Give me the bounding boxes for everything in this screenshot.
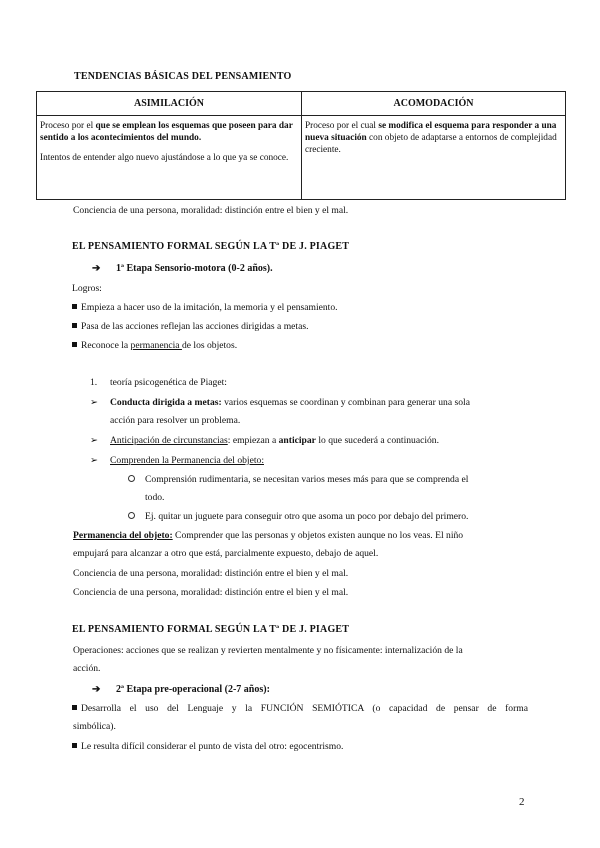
numbered-item-1: 1. teoría psicogenética de Piaget: [90,377,227,388]
conducta-line2: acción para resolver un problema. [110,415,241,426]
operaciones-line1: Operaciones: acciones que se realizan y revierten mentalmente y no físicamente: internalización de la [73,645,463,656]
conciencia-line-0: Conciencia de una persona, moralidad: distinción entre el bien y el mal. [73,205,349,216]
sub-item-2: Ej. quitar un juguete para conseguir otro que asoma un poco por debajo del primero. [128,511,468,523]
tendencias-table [36,91,566,200]
stage-2: ➔ 2ª Etapa pre-operacional (2-7 años): [92,684,270,695]
conciencia-line-2: Conciencia de una persona, moralidad: distinción entre el bien y el mal. [73,587,349,598]
cell-asimilacion [37,116,302,200]
circle-bullet-icon [128,475,135,482]
arrow-icon: ➔ [92,684,101,695]
header-asimilacion: ASIMILACIÓN [37,92,302,116]
section-title-tendencias: TENDENCIAS BÁSICAS DEL PENSAMIENTO [74,71,292,82]
preop-bullet-1: Desarrolla el uso del Lenguaje y la FUNCIÓN SEMIÓTICA (o capacidad de pensar de forma [72,703,528,715]
logro-item: Empieza a hacer uso de la imitación, la memoria y el pensamiento. [72,302,338,314]
preop-bullet-2: Le resulta difícil considerar el punto de vista del otro: egocentrismo. [72,741,343,753]
header-acomodacion: ACOMODACIÓN [302,92,566,116]
asimilacion-p1: Proceso por el que se emplean los esquemas que poseen para dar sentido a los acontecimientos del mundo. [40,121,293,143]
acomodacion-p1: Proceso por el cual se modifica el esquema para responder a una nueva situación con objeto de adaptarse a entornos de complejidad creciente. [305,121,557,155]
comprenden-item: ➢ Comprenden la Permanencia del objeto: [90,455,264,466]
square-bullet-icon [72,705,77,710]
preop-bullet-1-line2: simbólica). [73,721,116,732]
section-title-piaget-1: EL PENSAMIENTO FORMAL SEGÚN LA Tª DE J. PIAGET [72,241,350,252]
list-number: 1. [90,377,98,388]
permanencia-line2: empujará para alcanzar a otro que está, parcialmente expuesto, debajo de aquel. [73,548,379,559]
sub-item-1-line2: todo. [145,492,165,503]
square-bullet-icon [72,304,77,309]
section-title-piaget-2: EL PENSAMIENTO FORMAL SEGÚN LA Tª DE J. PIAGET [72,624,350,635]
square-bullet-icon [72,342,77,347]
chevron-bullet-icon: ➢ [90,455,99,466]
stage-1: ➔ 1ª Etapa Sensorio-motora (0-2 años). [92,263,273,274]
square-bullet-icon [72,743,77,748]
operaciones-line2: acción. [73,663,101,674]
logro-item: Pasa de las acciones reflejan las acciones dirigidas a metas. [72,321,309,333]
asimilacion-p2: Intentos de entender algo nuevo ajustándose a lo que ya se conoce. [40,153,289,163]
chevron-bullet-icon: ➢ [90,397,99,408]
cell-acomodacion [302,116,566,200]
sub-item-1: Comprensión rudimentaria, se necesitan varios meses más para que se comprenda el [128,474,468,486]
conciencia-line-1: Conciencia de una persona, moralidad: distinción entre el bien y el mal. [73,568,349,579]
square-bullet-icon [72,323,77,328]
page-number: 2 [519,796,525,808]
conducta-item: ➢ Conducta dirigida a metas: varios esquemas se coordinan y combinan para generar una sola [90,397,470,408]
logros-label: Logros: [72,283,102,294]
permanencia-paragraph: Permanencia del objeto: Comprender que las personas y objetos existen aunque no los veas. El niño [73,530,464,541]
logro-item: Reconoce la permanencia de los objetos. [72,340,237,352]
chevron-bullet-icon: ➢ [90,435,99,446]
anticipacion-item: ➢ Anticipación de circunstancias: empiezan a anticipar lo que sucederá a continuación. [90,435,440,446]
arrow-icon: ➔ [92,263,101,274]
circle-bullet-icon [128,512,135,519]
